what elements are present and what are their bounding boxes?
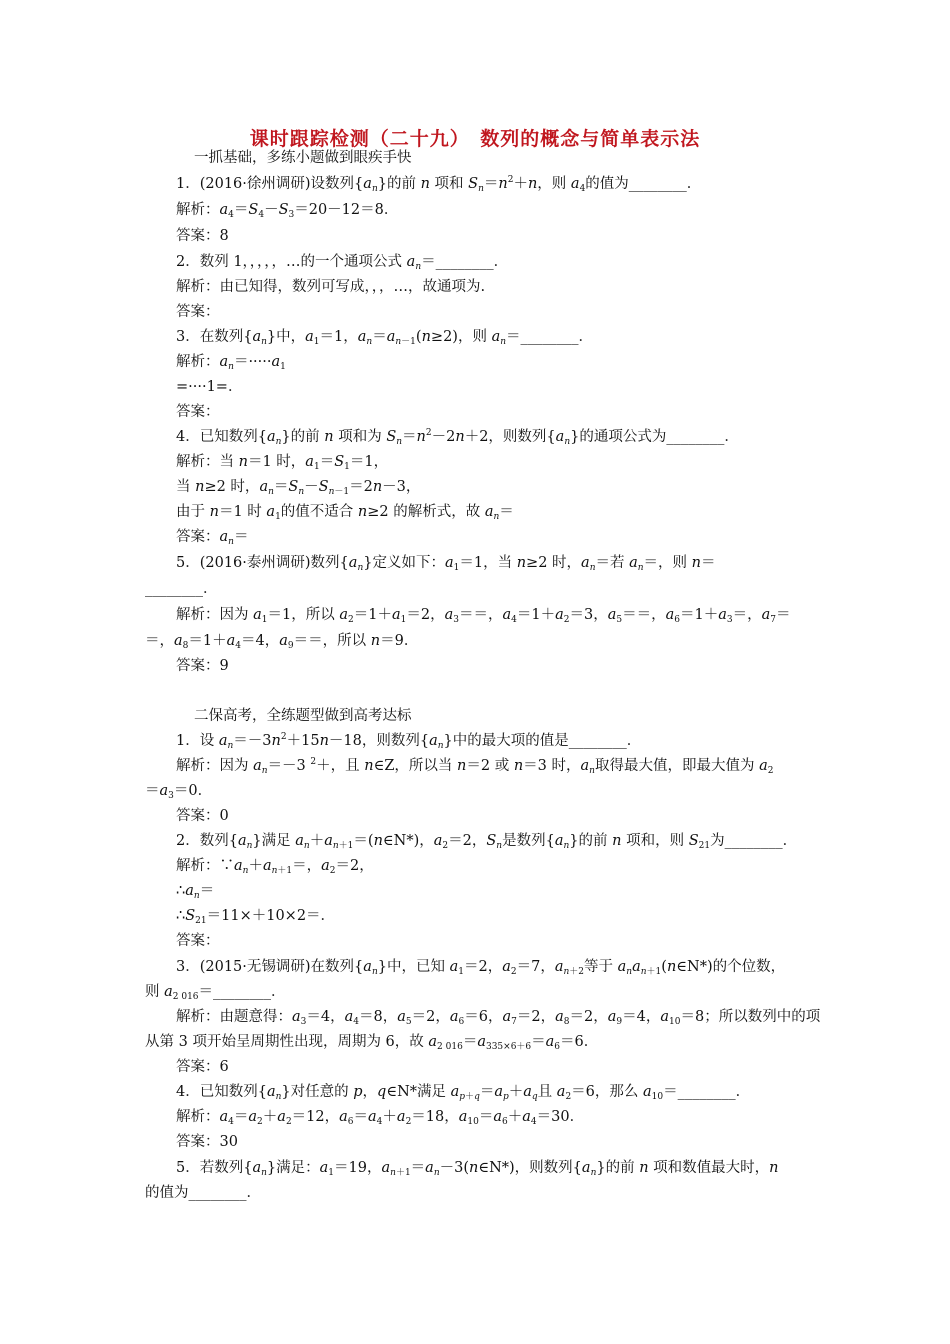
solution-line: $\therefore S_{21}=11\times+10\times 2=$．: [176, 908, 336, 926]
solution-line: 解析：由题意得：$a_3=4$，$a_4=8$，$a_5=2$，$a_6=6$，$a_7=2$，$a_8=2$，$a_9=4$，$a_{10}=8$；所以数列中的项: [176, 1009, 821, 1027]
problem-line: 则 $a_{2 016}=\_\_\_\_\_\_\_\_$．: [145, 984, 286, 1002]
problem-line: 2．数列$\{a_n\}$满足 $a_n+a_{n+1}=(n\in N*)$，$a_2=2$，$S_n$是数列$\{a_n\}$的前 n 项和，则 $S_{21}$为________．: [176, 833, 798, 851]
solution-line: 解析：因为 $a_1=1$，所以 $a_2=1+a_1=2$，$a_3==$，$a_4=1+a_2=3$，$a_5==$，$a_6=1+a_3=$，$a_7=$: [176, 607, 791, 625]
problem-line: 1．设 $a_n=-3n^2+15n-18$，则数列$\{a_n\}$中的最大项的值是________．: [176, 732, 642, 751]
problem-line: 的值为________．: [145, 1185, 261, 1201]
solution-line: 解析：$\because a_n+a_{n+1}=$，$a_2=2$，: [176, 858, 374, 876]
solution-line: 解析：$a_4=S_4-S_3=20-12=8$．: [176, 202, 399, 220]
solution-line: =····1=．: [176, 379, 243, 395]
problem-line: 5．若数列$\{a_n\}$满足：$a_1=19$，$a_{n+1}=a_n-3(n\in N*)$，则数列$\{a_n\}$的前 n 项和数值最大时，n: [176, 1160, 779, 1178]
problem-line: 3．(2015·无锡调研)在数列$\{a_n\}$中，已知 $a_1=2$，$a_2=7$，$a_{n+2}$等于 $a_na_{n+1}(n\in N*)$的个位数，: [176, 959, 786, 977]
solution-line: 从第 3 项开始呈周期性出现，周期为 6，故 $a_{2 016}=a_{335\times 6+6}=a_6=6$．: [145, 1034, 599, 1052]
problem-line: 3．在数列$\{a_n\}$中，$a_1=1$，$a_n=a_{n-1}(n\ge 2)$，则 $a_n=\_\_\_\_\_\_\_\_$．: [176, 329, 594, 347]
answer-line: 答案：: [176, 404, 220, 420]
answer-line: 答案：30: [176, 1134, 238, 1150]
answer-line: 答案：: [176, 304, 220, 320]
answer-line: 答案：0: [176, 808, 229, 824]
problem-line: 2．数列 1，，，，，…的一个通项公式 $a_n=\_\_\_\_\_\_\_\_$．: [176, 254, 509, 272]
solution-line: 解析：因为 $a_n=-3$ $^2$＋，且 n∈Z，所以当 n＝2 或 n＝3 时，$a_n$取得最大值，即最大值为 $a_2$: [176, 757, 774, 776]
solution-line: ＝，$a_8=1+a_4=4$，$a_9==$，所以 n＝9．: [145, 633, 419, 651]
solution-line: 当 n≥2 时，$a_n=S_n-S_{n-1}=2n-3$，: [176, 479, 421, 497]
problem-line: 1．(2016·徐州调研)设数列$\{a_n\}$的前 n 项和 $S_n=n^2+n$，则 $a_4$的值为________．: [176, 175, 702, 194]
page-title: 课时跟踪检测（二十九） 数列的概念与简单表示法: [249, 128, 701, 150]
section-heading: 一抓基础，多练小题做到眼疾手快: [194, 150, 412, 166]
solution-line: $\therefore a_n=$: [176, 883, 215, 901]
solution-line: 解析：$a_n=\cdot\cdot\cdot\cdot\cdot a_1$: [176, 354, 286, 372]
answer-line: 答案：$a_n=$: [176, 529, 249, 547]
problem-line: 4．已知数列$\{a_n\}$的前 n 项和为 $S_n=n^2-2n+2$，则数列$\{a_n\}$的通项公式为________．: [176, 428, 739, 447]
solution-line: 解析：当 n＝1 时，$a_1=S_1=1$，: [176, 454, 389, 472]
solution-line: 由于 n＝1 时 $a_1$的值不适合 n≥2 的解析式，故 $a_n=$: [176, 504, 514, 522]
answer-line: 答案：: [176, 933, 220, 949]
solution-line: 解析：由已知得，数列可写成，，，…，故通项为.: [176, 279, 486, 295]
problem-line: ________．: [145, 581, 218, 597]
answer-line: 答案：6: [176, 1059, 229, 1075]
problem-line: 5．(2016·泰州调研)数列$\{a_n\}$定义如下：$a_1=1$，当 n≥2 时，$a_n=$若 $a_n=$，则 n＝: [176, 555, 716, 573]
answer-line: 答案：9: [176, 658, 229, 674]
problem-line: 4．已知数列$\{a_n\}$对任意的 p，q∈N*满足 $a_{p+q}=a_p+a_q$且 $a_2=6$，那么 $a_{10}=\_\_\_\_\_\_\_\_$．: [176, 1084, 751, 1102]
answer-line: 答案：8: [176, 228, 229, 244]
section-heading: 二保高考，全练题型做到高考达标: [194, 708, 412, 724]
solution-line: 解析：$a_4=a_2+a_2=12$，$a_6=a_4+a_2=18$，$a_{10}=a_6+a_4=30$．: [176, 1109, 585, 1127]
solution-line: $=a_3=0$．: [145, 783, 213, 801]
